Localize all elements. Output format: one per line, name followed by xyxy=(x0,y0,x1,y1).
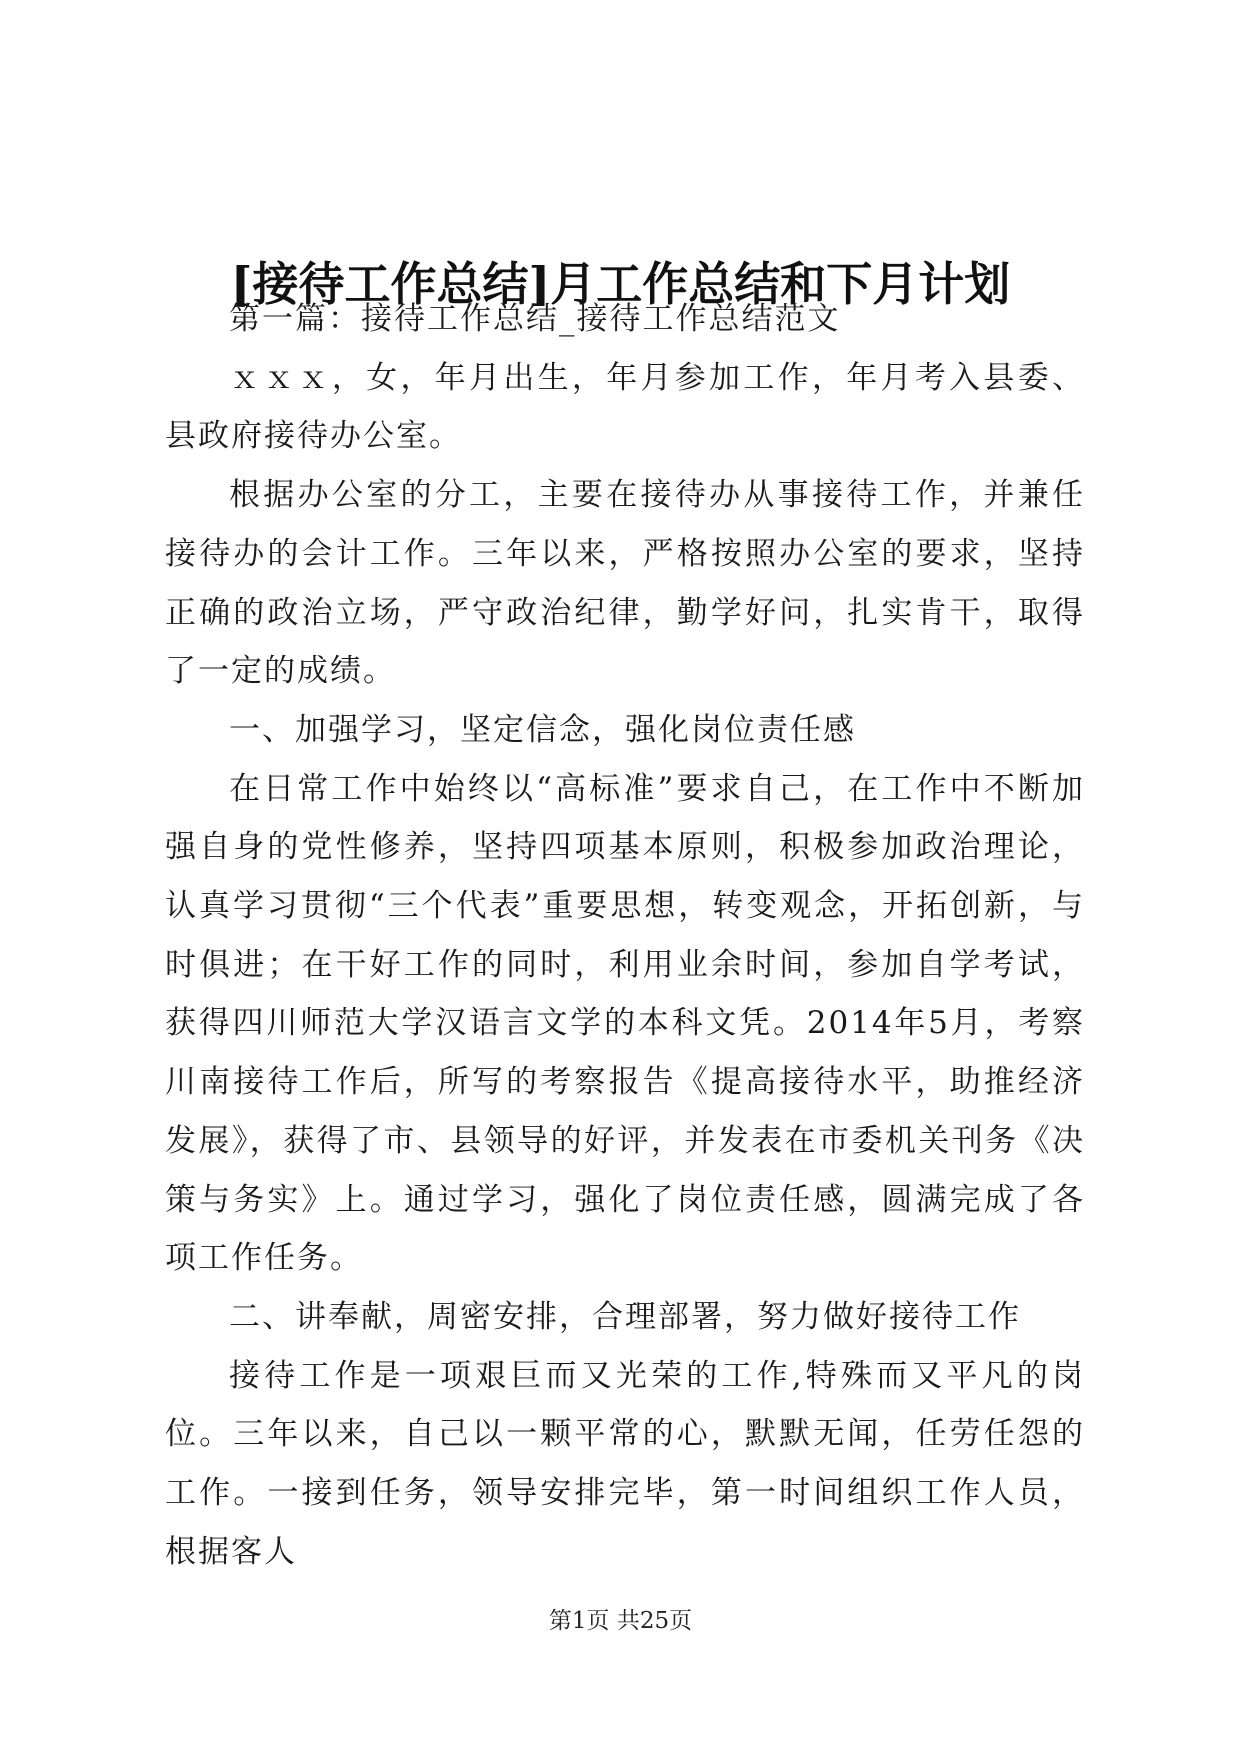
page-number-footer: 第1页 共25页 xyxy=(548,1608,693,1634)
section-heading: 第一篇：接待工作总结_接待工作总结范文 xyxy=(229,301,841,337)
paragraph: 根据办公室的分工，主要在接待办从事接待工作，并兼任接待办的会计工作。三年以来，严格按照办公室的要求，坚持正确的政治立场，严守政治纪律，勤学好问，扎实肯干，取得了一定的成绩。 xyxy=(165,477,1085,690)
paragraph: 接待工作是一项艰巨而又光荣的工作,特殊而又平凡的岗位。三年以来，自己以一颗平常的心，默默无闻，任劳任怨的工作。一接到任务，领导安排完毕，第一时间组织工作人员，根据客人 xyxy=(165,1357,1085,1570)
document-body xyxy=(165,290,1085,1581)
paragraph: ｘｘｘ，女，年月出生，年月参加工作，年月考入县委、县政府接待办公室。 xyxy=(165,359,1085,455)
section-heading: 二、讲奉献，周密安排，合理部署，努力做好接待工作 xyxy=(229,1298,1021,1335)
section-heading: 一、加强学习，坚定信念，强化岗位责任感 xyxy=(229,711,856,748)
document-title: [接待工作总结]月工作总结和下月计划 xyxy=(230,256,1011,311)
paragraph: 在日常工作中始终以“高标准”要求自己，在工作中不断加强自身的党性修养，坚持四项基本原则，积极参加政治理论，认真学习贯彻“三个代表”重要思想，转变观念，开拓创新，与时俱进；在干好工作的同时，利用业余时间，参加自学考试，获得四川师范大学汉语言文学的本科文凭。2014年5月，考察川南接待工作后，所写的考察报告《提高接待水平，助推经济发展》，获得了市、县领导的好评，并发表在市委机关刊务《决策与务实》上。通过学习，强化了岗位责任感，圆满完成了各项工作任务。 xyxy=(165,770,1085,1277)
